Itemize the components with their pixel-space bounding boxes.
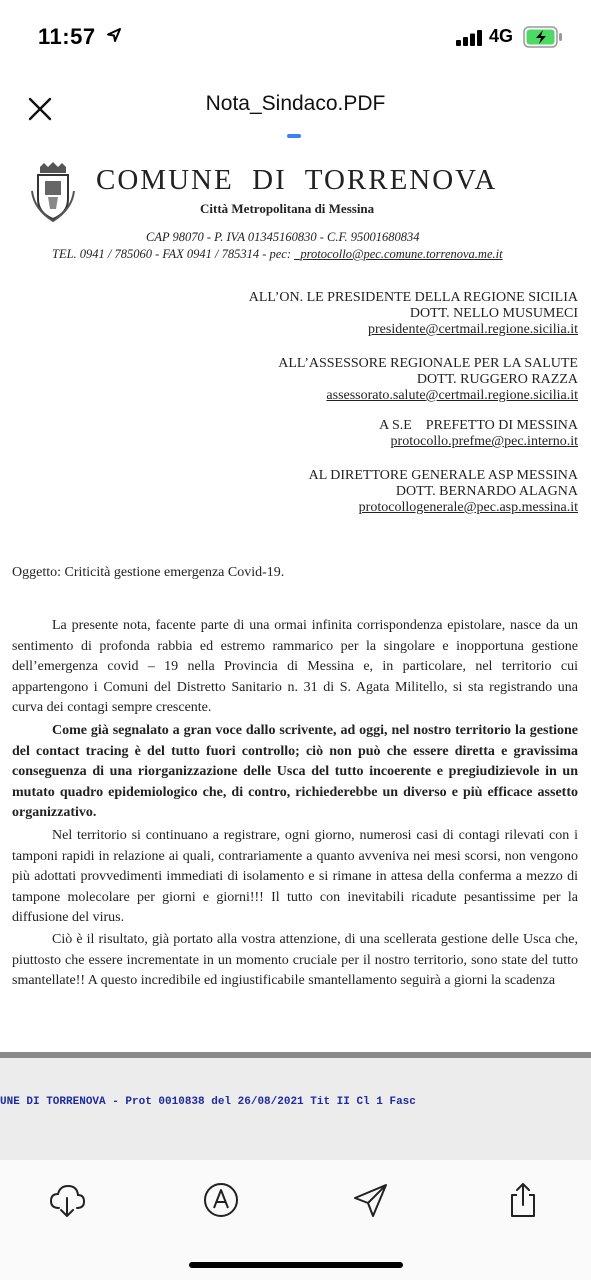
battery-charging-icon [523, 26, 563, 48]
comune-subtitle: Città Metropolitana di Messina [200, 201, 375, 216]
recipient-email[interactable]: presidente@certmail.regione.sicilia.it [368, 322, 578, 337]
paragraph-text: Nel territorio si continuano a registrare, ogni giorno, numerosi casi di contagi rilevati con i tamponi rapidi in relazione ai quali, contrariamente a quanto avveniva nei mesi scorsi, non vengono più adottati provvedimenti immediati di isolamento e si rimane in attesa della conferma a mezzo di tampone molecolare per giorni e giorni!!! Il tutto con inevitabili ricadute pesantissime per la diffusione del virus. [12, 828, 578, 925]
paragraph-text: Come già segnalato a gran voce dallo scrivente, ad oggi, nel nostro territorio la gestione del contact tracing è del tutto fuori controllo; ciò non può che essere diretta e gravissima conseguenza di una riorganizzazione delle Usca del tutto incoerente e pregiudizievole in un mutato quadro epidemiologico che, di contro, richiederebbe un diverso e più efficace assetto organizzativo. [12, 723, 578, 820]
address-line-1: CAP 98070 - P. IVA 01345160830 - C.F. 95001680834 [146, 230, 420, 244]
recipient-line: ALL’ON. LE PRESIDENTE DELLA REGIONE SICILIA [248, 290, 578, 305]
markup-icon[interactable] [201, 1180, 241, 1220]
recipient-block [249, 290, 578, 338]
recipient-email[interactable]: assessorato.salute@certmail.regione.sicilia.it [326, 388, 578, 403]
recipient-email[interactable]: protocollo.prefme@pec.interno.it [390, 434, 578, 449]
pec-link[interactable]: _protocollo@pec.comune.torrenova.me.it [294, 247, 503, 261]
recipient-block [309, 468, 578, 516]
share-icon[interactable] [503, 1180, 543, 1220]
address-line-2 [52, 247, 503, 262]
signal-bars-icon [456, 30, 484, 46]
coat-of-arms-icon [30, 161, 76, 223]
contact-phone-fax: TEL. 0941 / 785060 - FAX 0941 / 785314 - pec: [52, 247, 295, 261]
comune-name: COMUNE DI TORRENOVA [96, 164, 498, 196]
recipient-line: DOTT. BERNARDO ALAGNA [395, 484, 578, 499]
protocol-stamp-area [0, 1058, 591, 1160]
network-type: 4G [489, 26, 514, 46]
cloud-download-icon[interactable] [47, 1180, 87, 1220]
document-title: Nota_Sindaco.PDF [205, 92, 386, 115]
location-arrow-icon [106, 27, 122, 43]
recipient-line: A S.E PREFETTO DI MESSINA [379, 418, 578, 433]
recipient-line: ALL’ASSESSORE REGIONALE PER LA SALUTE [278, 356, 578, 371]
status-bar [0, 0, 591, 74]
body-paragraph [12, 616, 578, 719]
paragraph-text: La presente nota, facente parte di una ormai infinita corrispondenza epistolare, nasce da un sentimento di profonda rabbia ed estremo rammarico per la singolare e inopportuna gestione dell’emergenza covid – 19 nella Provincia di Messina e, in particolare, nel territorio cui appartengono i Comuni del Distretto Sanitario n. 31 di S. Agata Militello, si sta registrando una curva dei contagi sempre crescente. [12, 618, 578, 715]
body-paragraph [12, 826, 578, 929]
recipient-line: DOTT. RUGGERO RAZZA [416, 372, 578, 387]
recipient-block [278, 356, 578, 404]
protocol-stamp: UNE DI TORRENOVA - Prot 0010838 del 26/08/2021 Tit II Cl 1 Fasc [0, 1096, 416, 1108]
recipient-line: AL DIRETTORE GENERALE ASP MESSINA [308, 468, 578, 483]
navigation-bar [0, 74, 591, 146]
body-paragraph [12, 721, 578, 824]
status-time: 11:57 [38, 24, 96, 49]
page-indicator [287, 134, 301, 138]
subject-line: Oggetto: Criticità gestione emergenza Covid-19. [12, 565, 285, 580]
paragraph-text: Ciò è il risultato, già portato alla vostra attenzione, di una scellerata gestione delle Usca che, piuttosto che essere incrementate in un momento cruciale per il nostro territorio, sono state del tutto smantellate!! A questo incredibile ed ingiustificabile smantellamento seguirà a giorni la scadenza [12, 932, 578, 988]
recipient-email[interactable]: protocollogenerale@pec.asp.messina.it [358, 500, 578, 515]
recipient-block [379, 418, 578, 450]
send-icon[interactable] [351, 1180, 391, 1220]
body-paragraph [12, 930, 578, 992]
home-indicator[interactable] [189, 1262, 403, 1268]
recipient-line: DOTT. NELLO MUSUMECI [409, 306, 578, 321]
pdf-page[interactable] [0, 146, 591, 1058]
bottom-toolbar [0, 1160, 591, 1280]
